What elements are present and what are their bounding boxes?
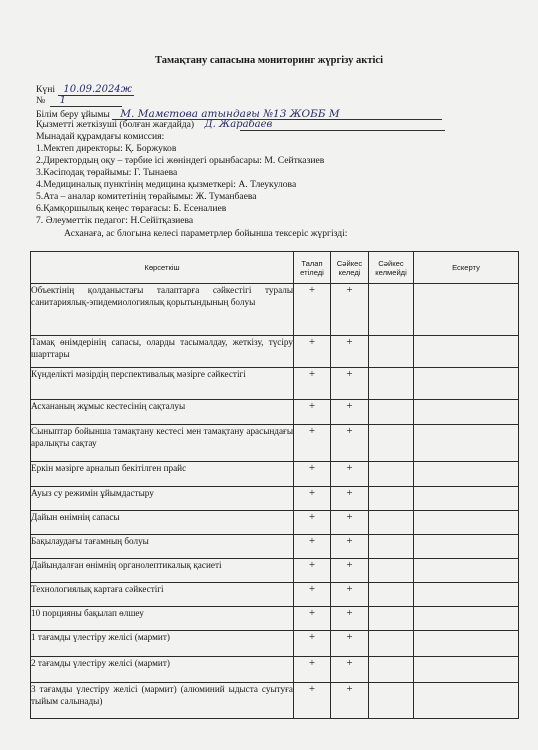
header-indicator: Көрсеткіш	[31, 252, 294, 284]
indicator-cell: Ауыз су режимін ұйымдастыру	[31, 487, 294, 511]
matches-cell: +	[331, 631, 369, 657]
not-matches-cell	[369, 284, 414, 336]
required-cell: +	[294, 462, 331, 487]
matches-cell: +	[331, 400, 369, 425]
matches-cell: +	[331, 284, 369, 336]
note-cell	[414, 400, 519, 425]
table-row	[31, 336, 519, 368]
not-matches-cell	[369, 607, 414, 631]
note-cell	[414, 368, 519, 400]
not-matches-cell	[369, 487, 414, 511]
table-row	[31, 487, 519, 511]
indicator-cell: 2 тағамды үлестіру желісі (мармит)	[31, 657, 294, 683]
required-cell: +	[294, 559, 331, 583]
note-cell	[414, 425, 519, 462]
matches-cell: +	[331, 511, 369, 535]
table-row	[31, 559, 519, 583]
not-matches-cell	[369, 683, 414, 719]
commission-member: 4.Медициналық пунктінің медицина қызметкері: А. Тлеукулова	[36, 179, 297, 190]
indicator-cell: Еркін мәзірге арналып бекітілген прайс	[31, 462, 294, 487]
required-cell: +	[294, 631, 331, 657]
indicator-cell: 10 порцияны бақылап өлшеу	[31, 607, 294, 631]
table-row	[31, 583, 519, 607]
table-row	[31, 462, 519, 487]
not-matches-cell	[369, 425, 414, 462]
matches-cell: +	[331, 535, 369, 559]
table-row	[31, 657, 519, 683]
commission-member: 7. Әлеуметтік педагог: Н.Сейітқазиева	[36, 215, 194, 226]
required-cell: +	[294, 368, 331, 400]
note-cell	[414, 511, 519, 535]
note-cell	[414, 583, 519, 607]
commission-intro: Мынадай құрамдағы комиссия:	[36, 131, 165, 142]
indicator-cell: Технологиялық картаға сәйкестігі	[31, 583, 294, 607]
commission-member: 3.Кәсіподақ төрайымы: Г. Тынаева	[36, 167, 178, 178]
indicator-cell: 1 тағамды үлестіру желісі (мармит)	[31, 631, 294, 657]
matches-cell: +	[331, 336, 369, 368]
required-cell: +	[294, 683, 331, 719]
note-cell	[414, 336, 519, 368]
monitoring-table	[30, 251, 519, 719]
indicator-cell: Асхананың жұмыс кестесінің сақталуы	[31, 400, 294, 425]
executor-line	[36, 119, 272, 131]
required-cell: +	[294, 607, 331, 631]
table-header-row	[31, 252, 519, 284]
note-cell	[414, 487, 519, 511]
required-cell: +	[294, 535, 331, 559]
org-value: М. Мамєтова атындағы №13 ЖОББ М	[120, 108, 340, 120]
not-matches-cell	[369, 559, 414, 583]
header-required: Талап етіледі	[294, 252, 331, 284]
commission-member: 2.Директордың оқу – тәрбие ісі жөніндегі орынбасары: М. Сейтказиев	[36, 155, 325, 166]
required-cell: +	[294, 583, 331, 607]
note-cell	[414, 631, 519, 657]
note-cell	[414, 462, 519, 487]
required-cell: +	[294, 657, 331, 683]
required-cell: +	[294, 336, 331, 368]
date-label: Күні	[36, 84, 55, 95]
note-cell	[414, 535, 519, 559]
matches-cell: +	[331, 425, 369, 462]
table-row	[31, 535, 519, 559]
not-matches-cell	[369, 368, 414, 400]
not-matches-cell	[369, 336, 414, 368]
required-cell: +	[294, 284, 331, 336]
not-matches-cell	[369, 511, 414, 535]
table-row	[31, 368, 519, 400]
indicator-cell: Бақылаудағы тағамның болуы	[31, 535, 294, 559]
intro-text: Асханаға, ас блогына келесі параметрлер бойынша тексеріс жүргізді:	[64, 228, 348, 239]
note-cell	[414, 657, 519, 683]
matches-cell: +	[331, 583, 369, 607]
not-matches-cell	[369, 462, 414, 487]
header-note: Ескерту	[414, 252, 519, 284]
org-label: Білім беру ұйымы	[36, 109, 110, 120]
matches-cell: +	[331, 559, 369, 583]
note-cell	[414, 284, 519, 336]
commission-member: 6.Қамқоршылық кеңес төрағасы: Б. Есеналиев	[36, 203, 227, 214]
required-cell: +	[294, 511, 331, 535]
number-underline	[50, 106, 122, 107]
matches-cell: +	[331, 462, 369, 487]
note-cell	[414, 607, 519, 631]
executor-value: Д. Жарабаев	[204, 119, 273, 130]
executor-label: Қызметті жеткізуші (болған жағдайда)	[36, 119, 195, 130]
number-label: №	[36, 95, 46, 106]
matches-cell: +	[331, 657, 369, 683]
document-title: Тамақтану сапасына мониторинг жүргізу актісі	[155, 55, 383, 66]
table-row	[31, 631, 519, 657]
executor-underline	[240, 130, 445, 131]
matches-cell: +	[331, 683, 369, 719]
required-cell: +	[294, 425, 331, 462]
matches-cell: +	[331, 368, 369, 400]
note-cell	[414, 559, 519, 583]
table-row	[31, 425, 519, 462]
matches-cell: +	[331, 487, 369, 511]
indicator-cell: Дайындалған өнімнің органолептикалық қасиеті	[31, 559, 294, 583]
table-row	[31, 607, 519, 631]
indicator-cell: Сыныптар бойынша тамақтану кестесі мен тамақтану арасындағы аралықты сақтау	[31, 425, 294, 462]
not-matches-cell	[369, 583, 414, 607]
note-cell	[414, 683, 519, 719]
table-row	[31, 683, 519, 719]
date-underline	[58, 95, 134, 96]
required-cell: +	[294, 400, 331, 425]
date-value: 10.09.2024ж	[63, 84, 133, 95]
indicator-cell: Күнделікті мәзірдің перспективалық мәзірге сәйкестігі	[31, 368, 294, 400]
table-row	[31, 511, 519, 535]
not-matches-cell	[369, 400, 414, 425]
matches-cell: +	[331, 607, 369, 631]
not-matches-cell	[369, 657, 414, 683]
commission-member: 1.Мектеп директоры: Қ. Боржуков	[36, 143, 177, 154]
not-matches-cell	[369, 631, 414, 657]
table-row	[31, 284, 519, 336]
commission-member: 5.Ата – аналар комитетінің төрайымы: Ж. Туманбаева	[36, 191, 257, 202]
indicator-cell: Тамақ өнімдерінің сапасы, оларды тасымалдау, жеткізу, түсіру шарттары	[31, 336, 294, 368]
not-matches-cell	[369, 535, 414, 559]
indicator-cell: Объектінің қолданыстағы талаптарға сәйкестігі туралы санитариялық-эпидемиологиялық қорытындының болуы	[31, 284, 294, 336]
header-matches: Сәйкес келеді	[331, 252, 369, 284]
number-value: 1	[59, 95, 66, 106]
table-row	[31, 400, 519, 425]
indicator-cell: 3 тағамды үлестіру желісі (мармит) (алюминий ыдыста суытуға тыйым салынады)	[31, 683, 294, 719]
required-cell: +	[294, 487, 331, 511]
header-not-matches: Сәйкес келмейді	[369, 252, 414, 284]
indicator-cell: Дайын өнімнің сапасы	[31, 511, 294, 535]
